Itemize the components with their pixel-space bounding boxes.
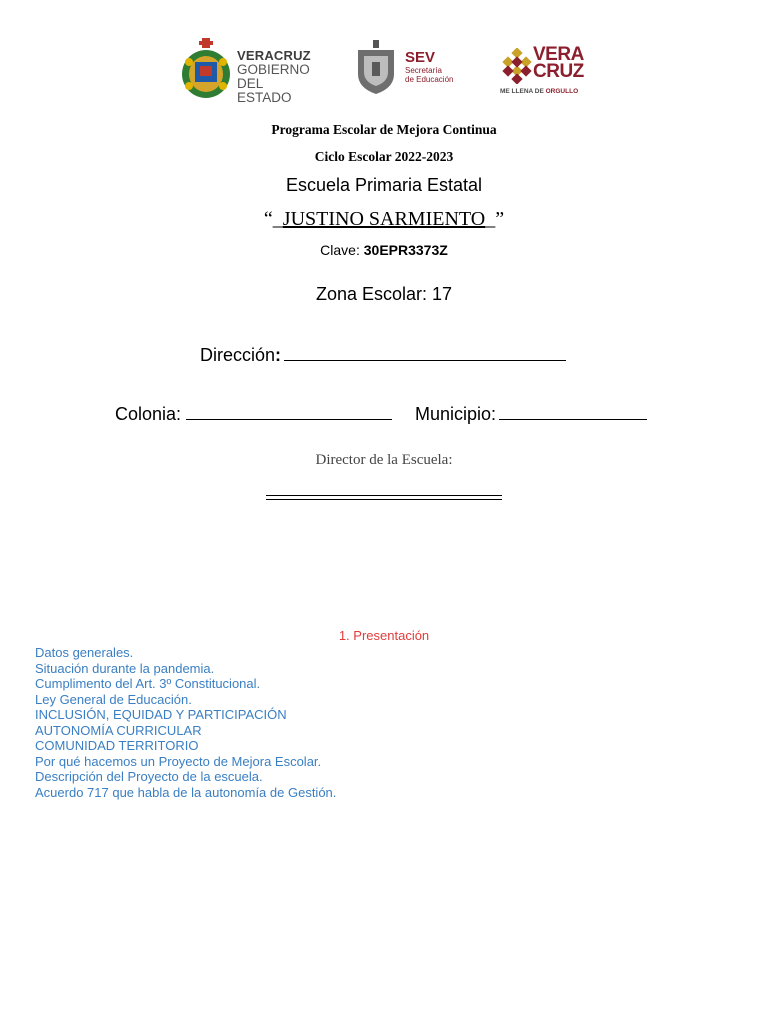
municipio-blank-line[interactable] (499, 405, 647, 420)
school-name: JUSTINO SARMIENTO (282, 208, 486, 230)
director-signature-line-double (266, 499, 502, 500)
colonia-field (115, 404, 392, 425)
list-item: Acuerdo 717 que habla de la autonomía de Gestión. (35, 784, 337, 800)
vera-word: VERA (533, 44, 584, 65)
presentacion-heading: 1. Presentación (338, 628, 430, 643)
director-signature-line[interactable] (266, 495, 502, 496)
municipio-label: Municipio: (415, 404, 497, 424)
list-item: Cumplimento del Art. 3º Constitucional. (35, 676, 261, 691)
logo-veracruz-line2: GOBIERNO (237, 62, 310, 77)
school-cycle: Ciclo Escolar 2022-2023 (314, 149, 454, 164)
vera-cruz-logo (498, 38, 594, 102)
zona-escolar: Zona Escolar: 17 (315, 284, 453, 304)
veracruz-gobierno-logo (180, 38, 320, 105)
clave-label: Clave: (320, 242, 364, 258)
program-title: Programa Escolar de Mejora Continua (271, 122, 497, 137)
logo-veracruz-line1: VERACRUZ (237, 48, 311, 63)
direccion-field: Dirección: (200, 345, 566, 366)
list-item: Ley General de Educación. (35, 691, 192, 707)
school-name-line: “_JUSTINO SARMIENTO_” (263, 208, 505, 230)
sev-line2: de Educación (405, 75, 454, 84)
sev-line1: Secretaría (405, 66, 442, 75)
director-label: Director de la Escuela: (315, 452, 453, 468)
list-item: INCLUSIÓN, EQUIDAD Y PARTICIPACIÓN (35, 707, 287, 722)
list-item: Por qué hacemos un Proyecto de Mejora Escolar. (35, 753, 322, 769)
colonia-label: Colonia: (115, 404, 187, 424)
sev-abbr: SEV (405, 49, 436, 66)
list-item: COMUNIDAD TERRITORIO (35, 738, 199, 753)
clave-value: 30EPR3373Z (363, 242, 448, 258)
vera-cruz-pattern-icon (500, 48, 534, 84)
list-item: Datos generales. (35, 645, 134, 660)
contents-list (35, 645, 336, 800)
direccion-blank-line[interactable] (284, 346, 566, 361)
cruz-word: CRUZ (533, 61, 584, 82)
logo-veracruz-line3: DEL ESTADO (237, 76, 292, 105)
veracruz-coat-of-arms-icon (180, 38, 232, 100)
list-item: Situación durante la pandemia. (35, 660, 215, 676)
list-item: Descripción del Proyecto de la escuela. (35, 769, 263, 784)
clave-line (0, 242, 768, 258)
vera-cruz-tagline: ME LLENA DE ORGULLO (500, 88, 579, 95)
colonia-blank-line[interactable] (186, 405, 392, 420)
direccion-label: Dirección (200, 345, 276, 365)
sev-shield-icon (353, 38, 399, 96)
sev-logo (353, 38, 463, 102)
school-type: Escuela Primaria Estatal (285, 175, 483, 195)
list-item: AUTONOMÍA CURRICULAR (35, 722, 202, 738)
municipio-field (415, 404, 647, 425)
